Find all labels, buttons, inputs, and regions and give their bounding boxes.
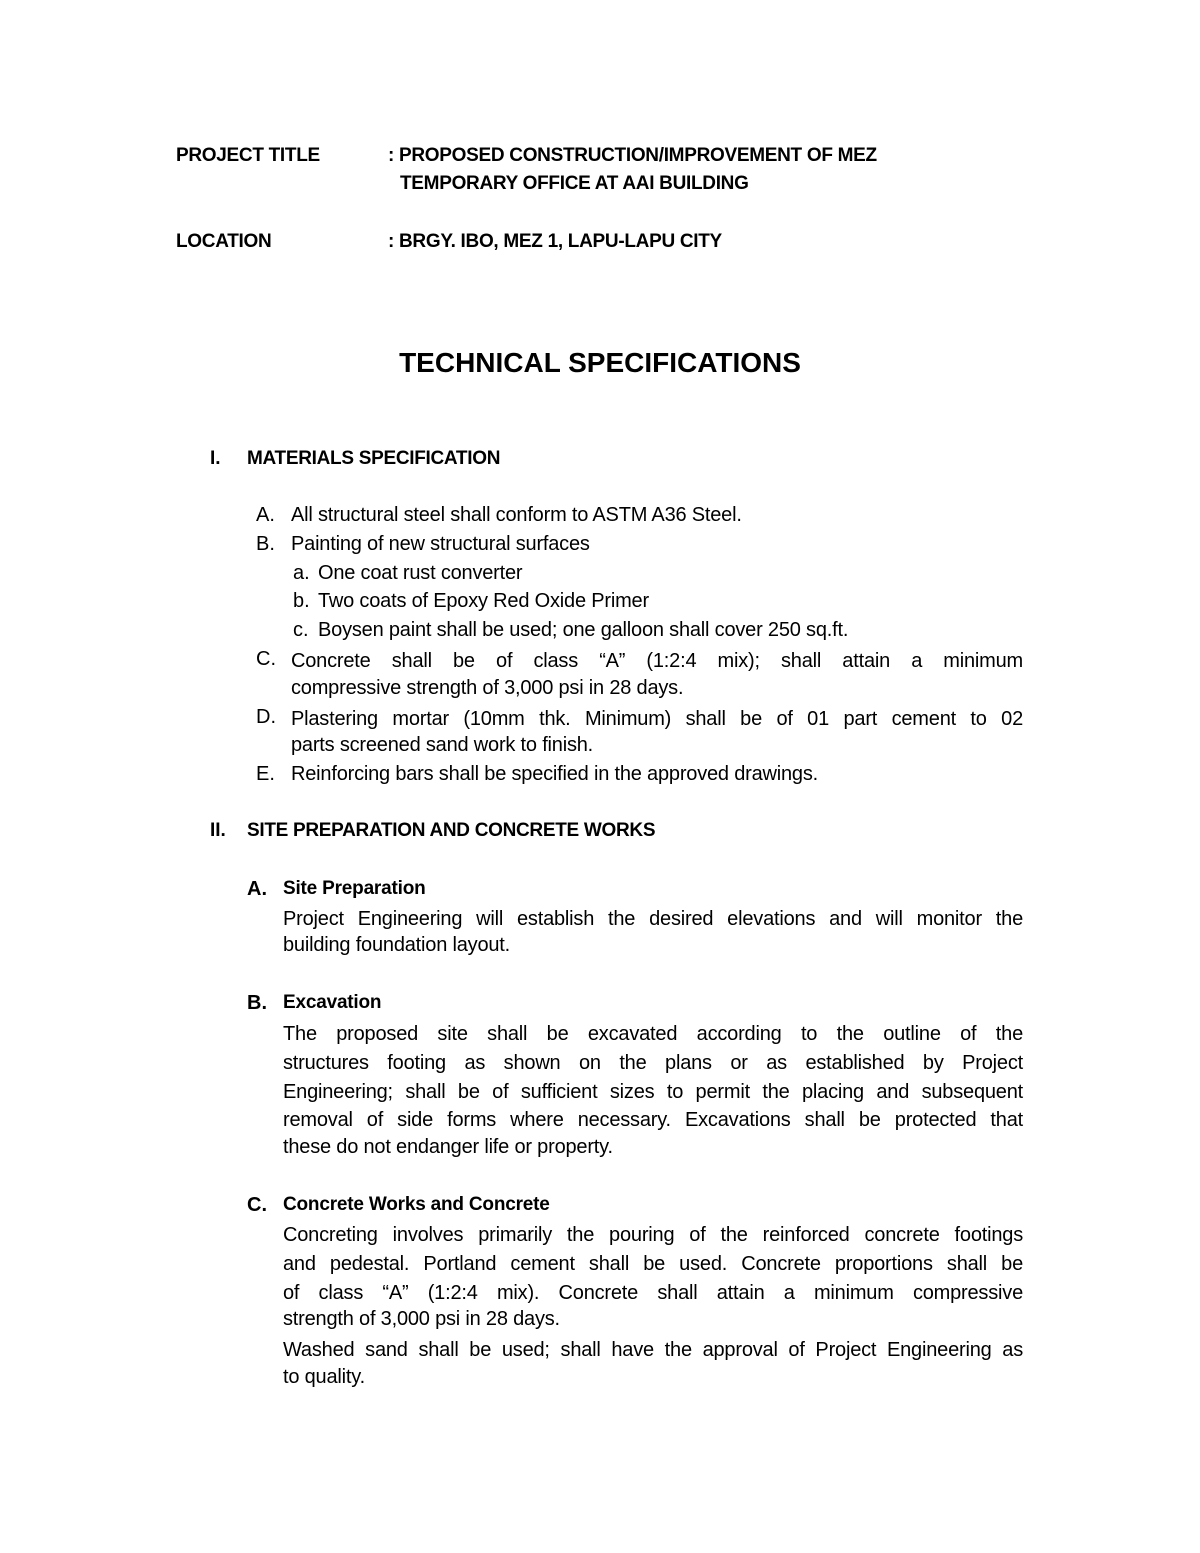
paragraph-line: to quality. [283,1366,365,1388]
list-item-letter: C. [256,648,276,670]
list-item-text: parts screened sand work to finish. [291,734,594,756]
paragraph-line: building foundation layout. [283,934,511,956]
paragraph-line: and pedestal. Portland cement shall be used. Concrete proportions shall be [283,1253,1023,1275]
section-title: MATERIALS SPECIFICATION [247,448,501,469]
list-item-text: Plastering mortar (10mm thk. Minimum) shall be of 01 part cement to 02 [291,708,1023,730]
location-label: LOCATION [176,231,272,252]
list-item-text: Reinforcing bars shall be specified in the approved drawings. [291,763,818,785]
subsection-letter: B. [247,992,267,1014]
list-item-text: Concrete shall be of class “A” (1:2:4 mix); shall attain a minimum [291,650,1023,672]
section-title: SITE PREPARATION AND CONCRETE WORKS [247,820,656,841]
subsection-letter: C. [247,1194,267,1216]
project-title-value-line1: : PROPOSED CONSTRUCTION/IMPROVEMENT OF MEZ [388,145,877,166]
sub-item-text: Boysen paint shall be used; one galloon shall cover 250 sq.ft. [318,619,849,641]
project-title-value-line2: TEMPORARY OFFICE AT AAI BUILDING [400,173,749,194]
subsection-letter: A. [247,878,267,900]
list-item-text: Painting of new structural surfaces [291,533,590,555]
project-title-label: PROJECT TITLE [176,145,320,166]
list-item-text: compressive strength of 3,000 psi in 28 days. [291,677,684,699]
sub-item-letter: a. [293,562,310,584]
section-number: I. [210,448,221,469]
paragraph-line: The proposed site shall be excavated according to the outline of the [283,1023,1023,1045]
document-title: TECHNICAL SPECIFICATIONS [399,347,801,378]
paragraph-line: Concreting involves primarily the pouring of the reinforced concrete footings [283,1224,1023,1246]
list-item-letter: A. [256,504,275,526]
paragraph-line: Project Engineering will establish the desired elevations and will monitor the [283,908,1023,930]
paragraph-line: of class “A” (1:2:4 mix). Concrete shall attain a minimum compressive [283,1282,1023,1304]
sub-item-text: One coat rust converter [318,562,523,584]
section-number: II. [210,820,226,841]
list-item-letter: B. [256,533,275,555]
sub-item-letter: c. [293,619,309,641]
paragraph-line: structures footing as shown on the plans or as established by Project [283,1052,1023,1074]
paragraph-line: these do not endanger life or property. [283,1136,613,1158]
subsection-title: Site Preparation [283,878,426,899]
list-item-text: All structural steel shall conform to ASTM A36 Steel. [291,504,742,526]
location-value: : BRGY. IBO, MEZ 1, LAPU-LAPU CITY [388,231,722,252]
paragraph-line: removal of side forms where necessary. Excavations shall be protected that [283,1109,1023,1131]
paragraph-line: Engineering; shall be of sufficient sizes to permit the placing and subsequent [283,1081,1023,1103]
list-item-letter: E. [256,763,275,785]
sub-item-letter: b. [293,590,310,612]
paragraph-line: Washed sand shall be used; shall have the approval of Project Engineering as [283,1339,1023,1361]
sub-item-text: Two coats of Epoxy Red Oxide Primer [318,590,649,612]
paragraph-line: strength of 3,000 psi in 28 days. [283,1308,560,1330]
list-item-letter: D. [256,706,276,728]
subsection-title: Concrete Works and Concrete [283,1194,550,1215]
subsection-title: Excavation [283,992,382,1013]
